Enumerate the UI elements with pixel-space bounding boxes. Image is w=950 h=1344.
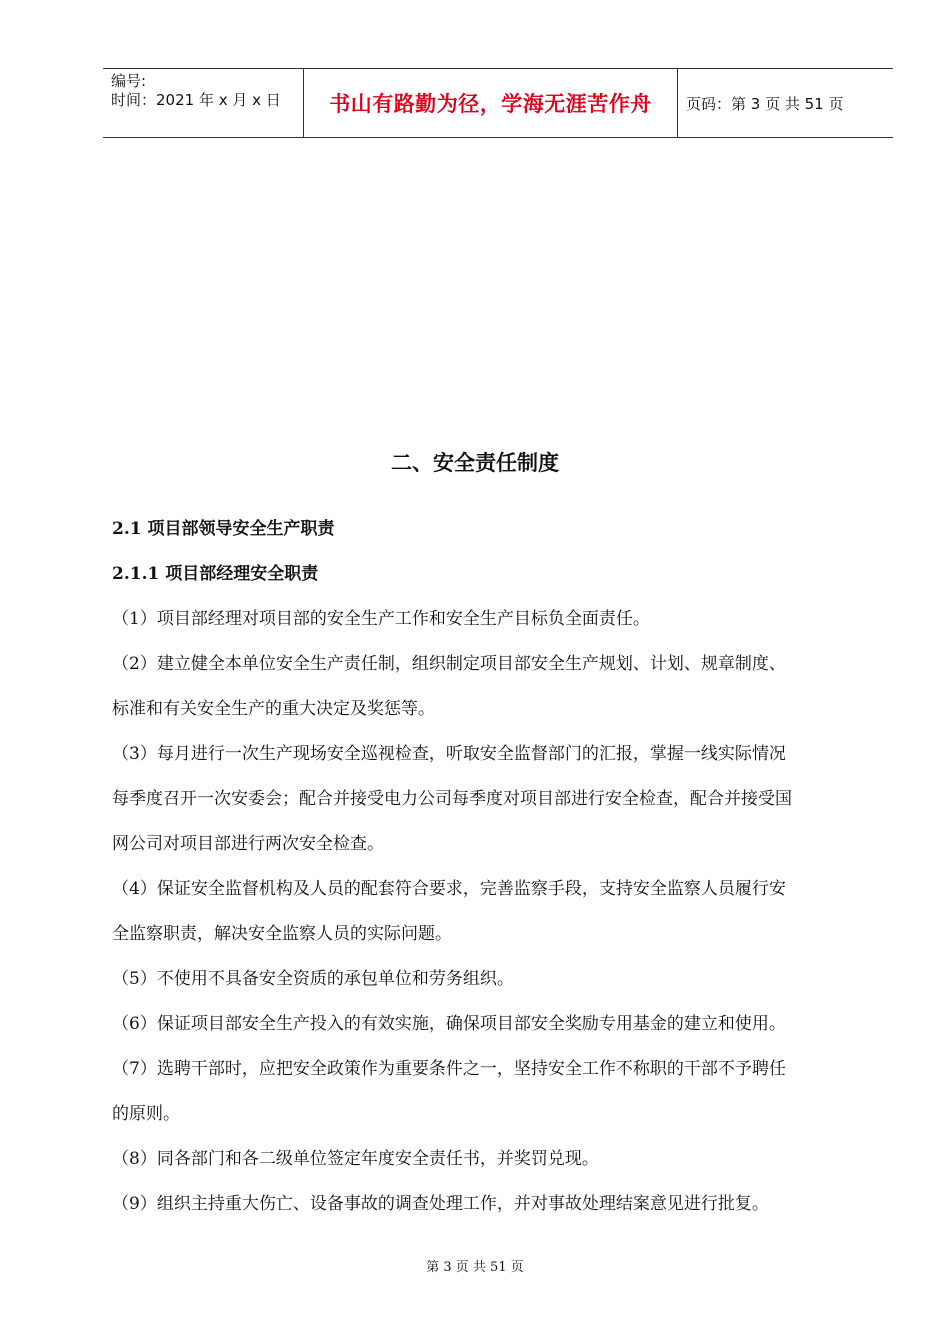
subsection-heading: 2.1.1 项目部经理安全职责 (112, 564, 319, 584)
document-header (103, 68, 893, 138)
motto-text: 书山有路勤为径，学海无涯苦作舟 (329, 92, 652, 116)
page-footer: 第 3 页 共 51 页 (426, 1260, 524, 1275)
text-line: 网公司对项目部进行两次安全检查。 (112, 834, 384, 854)
number-label: 编号: (111, 72, 147, 90)
header-right-cell (678, 69, 893, 137)
text-line: （2）建立健全本单位安全生产责任制，组织制定项目部安全生产规划、计划、规章制度、 (112, 654, 786, 674)
text-line: （4）保证安全监督机构及人员的配套符合要求，完善监察手段，支持安全监察人员履行安 (112, 879, 786, 899)
text-line: （8）同各部门和各二级单位签定年度安全责任书，并奖罚兑现。 (112, 1149, 599, 1169)
text-line: 每季度召开一次安委会；配合并接受电力公司每季度对项目部进行安全检查，配合并接受国 (112, 789, 792, 809)
chapter-title: 二、安全责任制度 (391, 450, 559, 475)
section-heading: 2.1 项目部领导安全生产职责 (112, 519, 335, 539)
text-line: 全监察职责，解决安全监察人员的实际问题。 (112, 924, 452, 944)
text-line: （1）项目部经理对项目部的安全生产工作和安全生产目标负全面责任。 (112, 609, 650, 629)
text-line: 标准和有关安全生产的重大决定及奖惩等。 (112, 699, 435, 719)
header-left-cell (103, 69, 304, 137)
text-line: 的原则。 (112, 1104, 180, 1124)
header-middle-cell (304, 69, 678, 137)
text-line: （9）组织主持重大伤亡、设备事故的调查处理工作，并对事故处理结案意见进行批复。 (112, 1194, 769, 1214)
text-line: （7）选聘干部时，应把安全政策作为重要条件之一，坚持安全工作不称职的干部不予聘任 (112, 1059, 786, 1079)
document-body (112, 514, 884, 1234)
text-line: （5）不使用不具备安全资质的承包单位和劳务组织。 (112, 969, 514, 989)
time-label: 时间：2021 年 x 月 x 日 (111, 91, 281, 109)
text-line: （6）保证项目部安全生产投入的有效实施，确保项目部安全奖励专用基金的建立和使用。 (112, 1014, 786, 1034)
page-info: 页码：第 3 页 共 51 页 (686, 94, 844, 113)
text-line: （3）每月进行一次生产现场安全巡视检查，听取安全监督部门的汇报，掌握一线实际情况 (112, 744, 786, 764)
